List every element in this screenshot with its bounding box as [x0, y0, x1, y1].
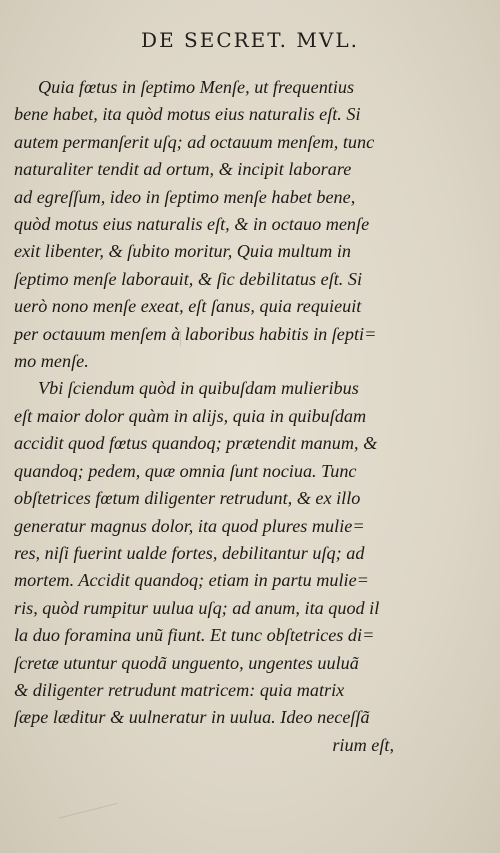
text-line: ſæpe læditur & uulneratur in uulua. Ideo neceſſã [14, 707, 370, 728]
text-line: autem permanſerit uſq; ad octauum menſem, tunc [14, 131, 375, 152]
text-line: ad egreſſum, ideo in ſeptimo menſe habet bene, [14, 186, 356, 207]
text-line: exit libenter, & ſubito moritur, Quia multum in [14, 241, 351, 262]
text-line: generatur magnus dolor, ita quod plures mulie= [14, 515, 365, 536]
text-line: per octauum menſem à laboribus habitis in ſepti= [14, 323, 377, 344]
text-line: obſtetrices fœtum diligenter retrudunt, & ex illo [14, 488, 361, 509]
body-text [14, 74, 394, 759]
running-header: DE SECRET. MVL. [141, 28, 359, 52]
text-line: mo menſe. [14, 351, 89, 372]
paper-blemish [180, 330, 187, 346]
text-line: accidit quod fœtus quandoq; prætendit manum, & [14, 433, 378, 454]
text-line: quandoq; pedem, quæ omnia ſunt nociua. Tunc [14, 460, 357, 481]
text-line: uerò nono menſe exeat, eſt ſanus, quia requieuit [14, 296, 362, 317]
text-line: Quia fœtus in ſeptimo Menſe, ut frequentius [38, 77, 355, 97]
text-line: ſeptimo menſe laborauit, & ſic debilitatus eſt. Si [14, 268, 363, 289]
text-line: res, niſi fuerint ualde fortes, debilitantur uſq; ad [14, 542, 365, 563]
text-line: quòd motus eius naturalis eſt, & in octauo menſe [14, 214, 370, 235]
text-line: Vbi ſciendum quòd in quibuſdam mulieribus [38, 378, 359, 399]
text-line: mortem. Accidit quandoq; etiam in partu mulie= [14, 570, 369, 591]
text-line: bene habet, ita quòd motus eius naturalis eſt. Si [14, 104, 361, 125]
text-line: eſt maior dolor quàm in alijs, quia in quibuſdam [14, 405, 367, 426]
text-line: la duo foramina unũ fiunt. Et tunc obſtetrices di= [14, 625, 375, 646]
text-line: ris, quòd rumpitur uulua uſq; ad anum, ita quod il [14, 597, 380, 618]
text-line: rium eſt, [332, 734, 394, 755]
text-line: & diligenter retrudunt matricem: quia matrix [14, 679, 345, 700]
text-line: ſcretæ utuntur quodã unguento, ungentes uuluã [14, 652, 359, 673]
text-line: naturaliter tendit ad ortum, & incipit laborare [14, 159, 352, 180]
paper-crease [59, 803, 121, 832]
